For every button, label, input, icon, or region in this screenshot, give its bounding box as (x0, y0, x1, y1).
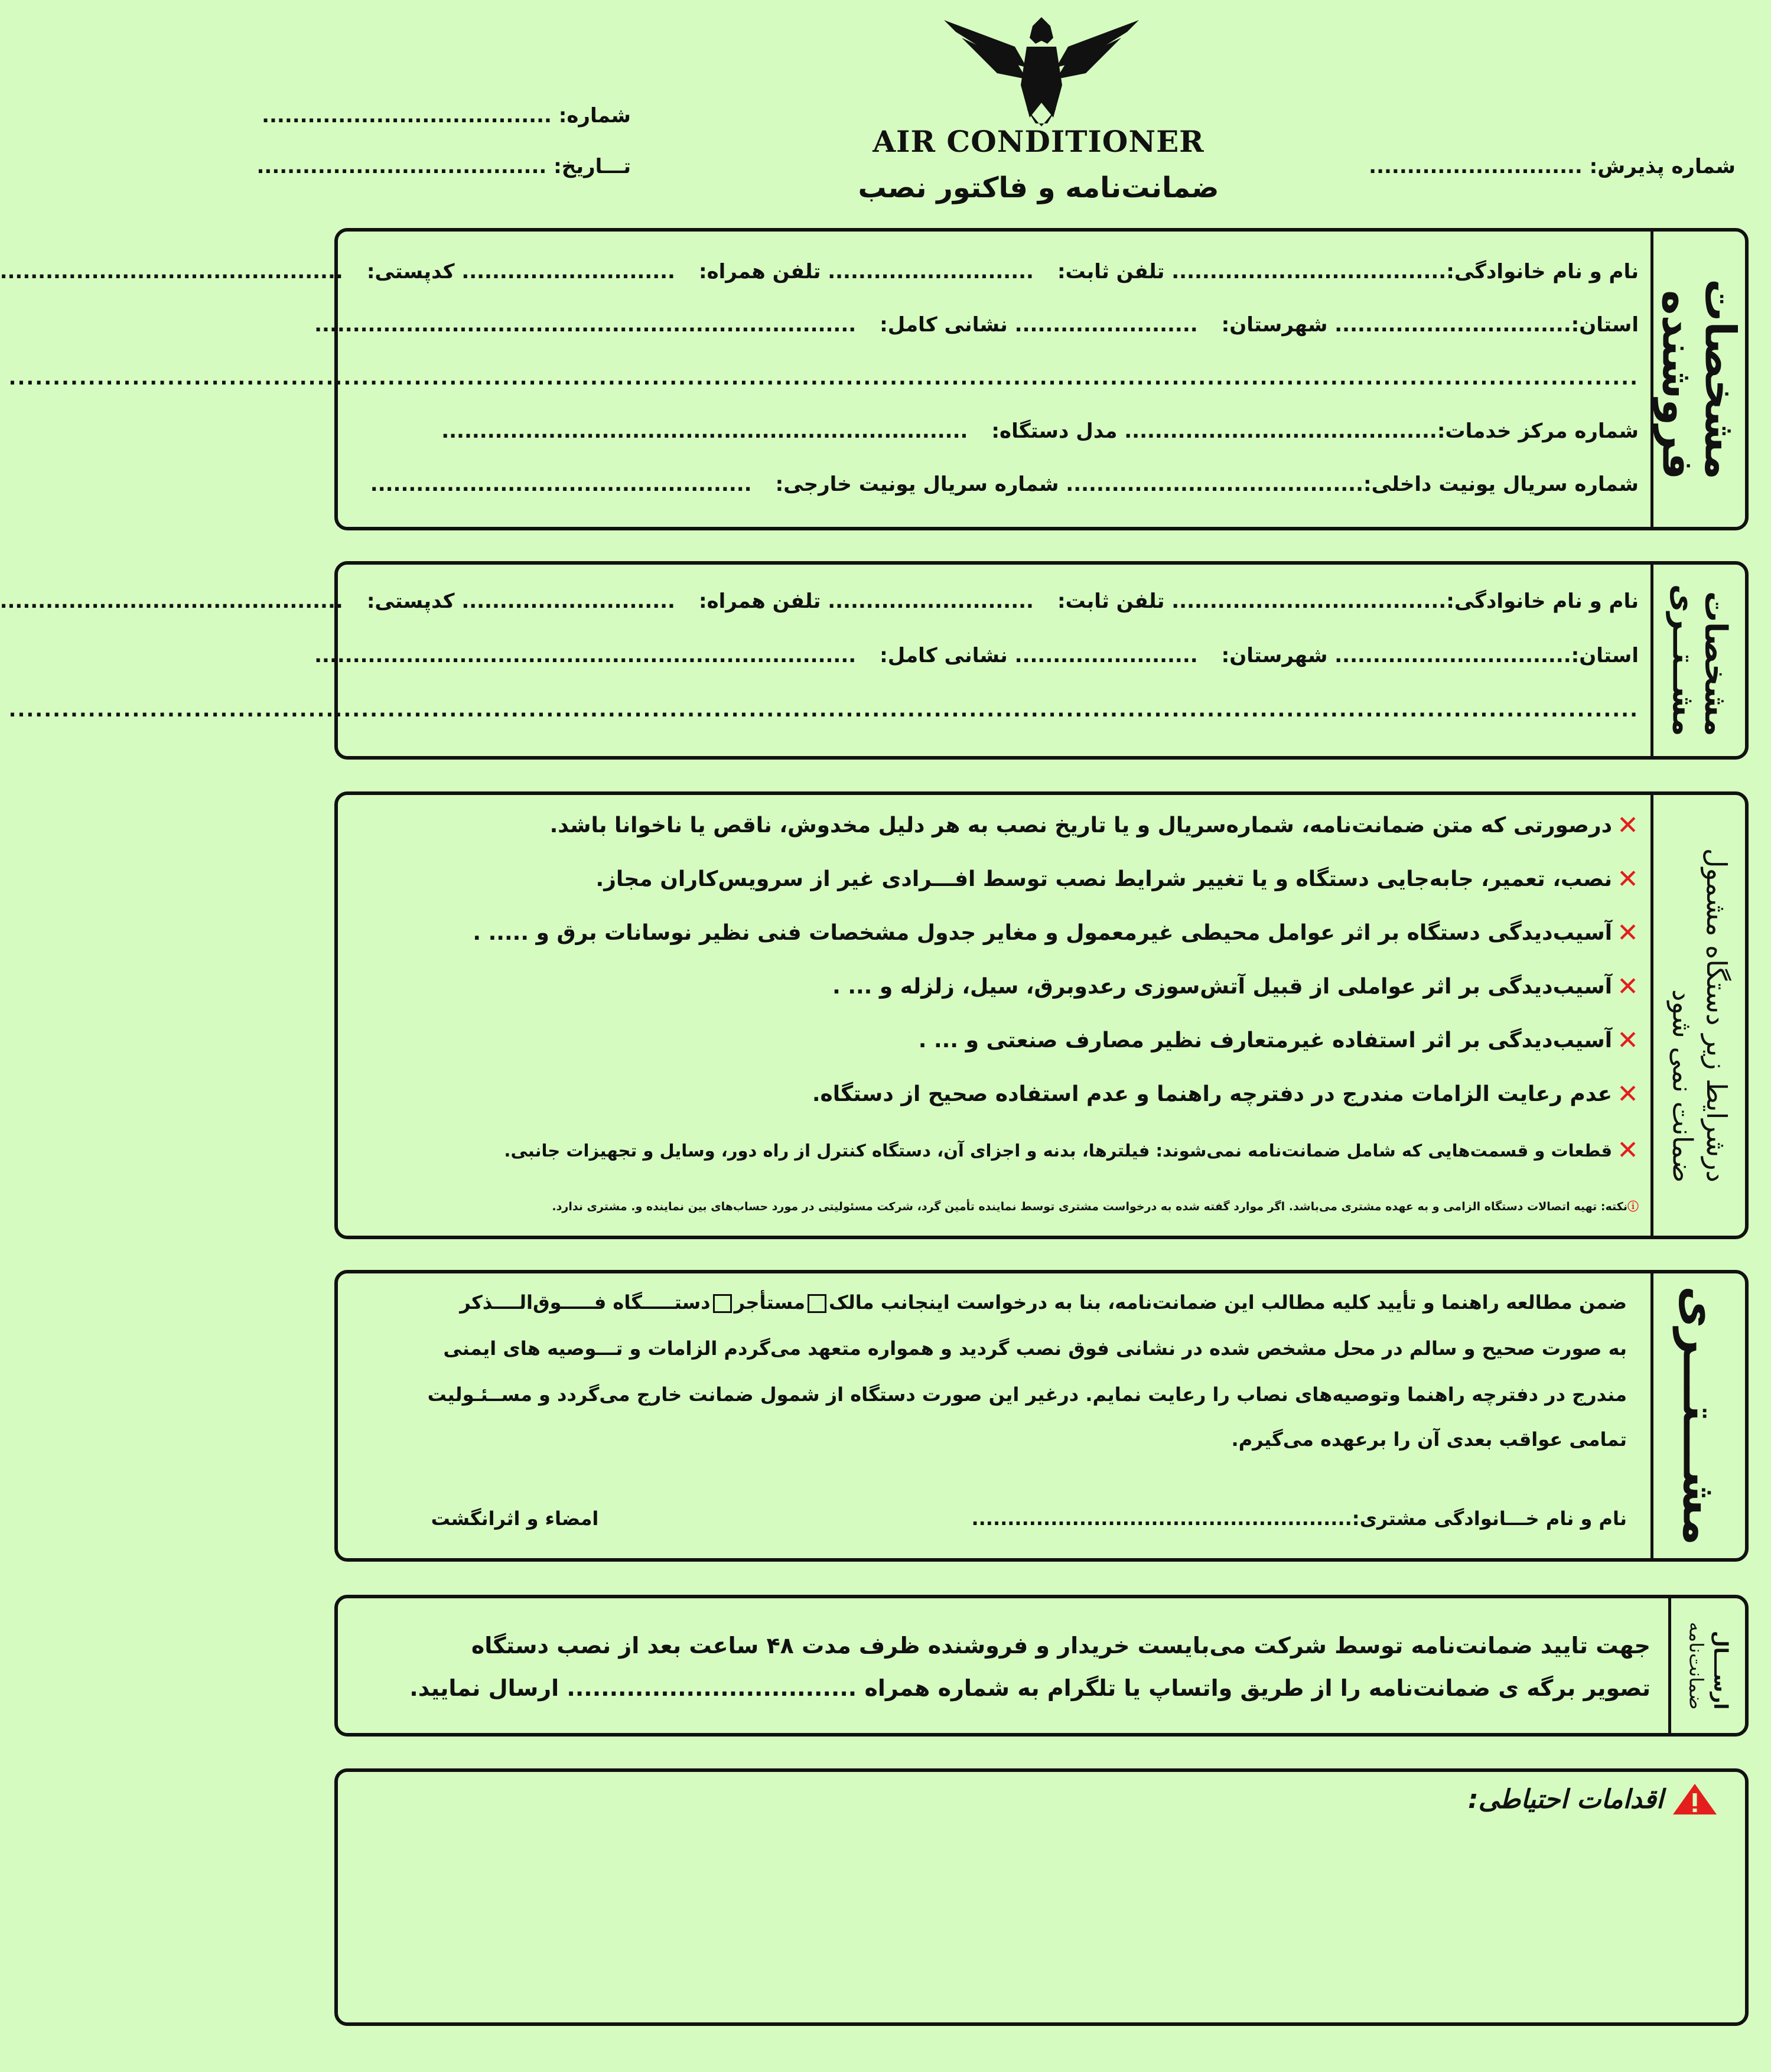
seller-landline-label: تلفن ثابت: (1057, 260, 1165, 284)
customer-landline-label: تلفن ثابت: (1057, 589, 1165, 613)
seller-address-label: نشانی کامل: (880, 313, 1008, 337)
seller-model-field[interactable]: ..................................................................... (441, 419, 968, 443)
exclusion-item (504, 1135, 1639, 1165)
header-date-label: تـــاریخ: (554, 155, 631, 178)
info-icon: ⓘ (1627, 1200, 1639, 1213)
customer-title-2: مشــتــری (1665, 584, 1701, 737)
exclusions-note (552, 1198, 1639, 1214)
document-title: ضمانت‌نامه و فاکتور نصب (858, 171, 1219, 204)
sending-line-2: تصویر برگه ی ضمانت‌نامه را از طریق واتساپ یا تلگرام به شماره همراه .................................. ارسال نمایید. (409, 1675, 1650, 1701)
seller-province-field[interactable]: ............................... (1334, 313, 1571, 337)
exclusions-note-text: نکته: تهیه اتصالات دستگاه الزامی و به عهده مشتری می‌باشد. اگر موارد گفته شده به درخواست مشتری توسط نماینده تأمین گرد، شرکت مسئولیتی در مورد حساب‌های بین نماینده و. مشتری ندارد. (552, 1200, 1627, 1213)
exclusion-item (550, 810, 1639, 840)
send-number-field[interactable]: .................................. (567, 1675, 857, 1701)
header-date-dots: ...................................... (256, 155, 547, 178)
seller-mobile-label: تلفن همراه: (698, 260, 821, 284)
customer-row-3 (8, 698, 1639, 722)
x-mark-icon: ✕ (1617, 972, 1639, 1002)
agreement-signature-row (431, 1507, 1627, 1530)
agreement-section (334, 1270, 1749, 1562)
customer-sign-name-field[interactable]: ..................................................... (971, 1507, 1352, 1530)
customer-mobile-field[interactable]: ............................ (461, 589, 675, 613)
customer-province-field[interactable]: ............................... (1334, 644, 1571, 667)
customer-section (0, 561, 1749, 760)
customer-row-1 (0, 589, 1639, 613)
x-mark-icon: ✕ (1617, 1079, 1639, 1109)
precautions-title: اقدامات احتیاطی: (1468, 1784, 1663, 1814)
header-receipt-field[interactable] (1369, 155, 1736, 178)
exclusion-item (596, 864, 1639, 894)
seller-name-label: نام و نام خانوادگی: (1446, 260, 1639, 284)
header-number-dots: ...................................... (262, 104, 552, 128)
customer-province-label: استان: (1571, 644, 1639, 667)
seller-outdoor-serial-label: شماره سریال یونیت خارجی: (775, 473, 1059, 496)
agreement-line-3: مندرج در دفترچه راهنما وتوصیه‌های نصاب را رعایت نمایم. درغیر این صورت دستگاه از شمول ضمانت خارج می‌گردد و مســئـولیت (427, 1383, 1627, 1406)
customer-postal-field[interactable]: ............................................. (0, 589, 343, 613)
exclusion-item-text: نصب، تعمیر، جابه‌جایی دستگاه و یا تغییر شرایط نصب توسط افـــرادی غیر از سرویس‌کاران مجاز. (595, 867, 1613, 891)
exclusion-item-text: قطعات و قسمت‌هایی که شامل ضمانت‌نامه نمی‌شوند: فیلترها، بدنه و اجزای آن، دستگاه کنترل از راه دور، وسایل و تجهیزات جانبی. (504, 1140, 1613, 1161)
agreement-line-1: ضمن مطالعه راهنما و تأیید کلیه مطالب این ضمانت‌نامه، بنا به درخواست اینجانب مالکمستأجردستـــــگاه فـــــوق‌الــــذکر (460, 1291, 1627, 1314)
customer-section-side (1650, 565, 1745, 756)
seller-outdoor-serial-field[interactable]: .................................................. (370, 473, 752, 496)
seller-postal-field[interactable]: ............................................. (0, 260, 343, 284)
seller-service-center-label: شماره مرکز خدمات: (1437, 419, 1639, 443)
agreement-line-2: به صورت صحیح و سالم در محل مشخص شده در نشانی فوق نصب گردید و همواره متعهد می‌گردم الزامات و تـــوصیه های ایمنی (443, 1337, 1627, 1360)
sending-line-1: جهت تایید ضمانت‌نامه توسط شرکت می‌بایست خریدار و فروشنده ظرف مدت ۴۸ ساعت بعد از نصب دستگاه (471, 1633, 1650, 1659)
exclusion-item-text: آسیب‌دیدگی بر اثر عواملی از قبیل آتش‌سوزی رعدوبرق، سیل، زلزله و ... . (832, 975, 1613, 999)
owner-checkbox[interactable] (808, 1294, 826, 1313)
sending-title-2: ضمانت‌نامه (1685, 1621, 1708, 1710)
seller-row-5 (370, 473, 1639, 496)
header-number-label: شماره: (558, 104, 631, 128)
eagle-logo (944, 14, 1139, 126)
seller-address-field-continued[interactable]: ......................................................................................................................................................................................... (8, 366, 1639, 390)
header-number-field[interactable] (262, 104, 631, 128)
x-mark-icon: ✕ (1617, 864, 1639, 894)
exclusion-item (473, 918, 1639, 948)
x-mark-icon: ✕ (1617, 810, 1639, 840)
sending-section (334, 1595, 1749, 1737)
header-receipt-dots: ............................ (1369, 155, 1583, 178)
seller-row-4 (441, 419, 1639, 443)
customer-sign-name-label: نام و نام خـــانوادگی مشتری: (1352, 1507, 1627, 1530)
sending-section-side (1668, 1598, 1745, 1733)
exclusion-item-text: آسیب‌دیدگی دستگاه بر اثر عوامل محیطی غیرمعمول و مغایر جدول مشخصات فنی نظیر نوسانات برق و ..... . (473, 921, 1613, 945)
precautions-section (334, 1768, 1749, 2026)
exclusions-section-side (1650, 795, 1745, 1236)
exclusion-item (919, 1025, 1639, 1055)
signature-label: امضاء و اثرانگشت (431, 1507, 599, 1530)
exclusion-item-text: درصورتی که متن ضمانت‌نامه، شماره‌سریال و یا تاریخ نصب به هر دلیل مخدوش، ناقص یا ناخوانا باشد. (549, 813, 1613, 838)
seller-section (0, 228, 1749, 530)
customer-name-field[interactable]: .................................... (1171, 589, 1447, 613)
warning-triangle-icon (1672, 1783, 1718, 1816)
agreement-line-4: تمامی عواقب بعدی آن را برعهده می‌گیرم. (1231, 1428, 1627, 1451)
precautions-heading (1468, 1783, 1718, 1816)
exclusion-item-text: عدم رعایت الزامات مندرج در دفترچه راهنما و عدم استفاده صحیح از دستگاه. (812, 1082, 1613, 1106)
exclusion-item (812, 1079, 1639, 1109)
seller-city-label: شهرستان: (1221, 313, 1328, 337)
customer-postal-label: کدپستی: (366, 589, 455, 613)
header-date-field[interactable] (256, 155, 631, 178)
customer-address-field[interactable]: ....................................................................... (314, 644, 857, 667)
seller-section-side (1650, 232, 1745, 527)
seller-service-center-field[interactable]: ......................................... (1124, 419, 1437, 443)
header-receipt-label: شماره پذیرش: (1589, 155, 1736, 178)
seller-name-field[interactable]: .................................... (1171, 260, 1447, 284)
exclusions-section (334, 791, 1749, 1239)
seller-row-2 (314, 313, 1639, 337)
seller-row-3 (8, 366, 1639, 390)
seller-province-label: استان: (1571, 313, 1639, 337)
customer-city-label: شهرستان: (1221, 644, 1328, 667)
exclusions-title-1: درشرایط زیر دستگاه مشمول (1701, 848, 1733, 1182)
exclusions-title-2: ضمانت نمی شود (1666, 989, 1699, 1182)
customer-mobile-label: تلفن همراه: (698, 589, 821, 613)
brand-title: AIR CONDITIONER (873, 124, 1204, 159)
seller-indoor-serial-field[interactable]: ....................................... (1066, 473, 1364, 496)
customer-address-label: نشانی کامل: (880, 644, 1008, 667)
seller-indoor-serial-label: شماره سریال یونیت داخلی: (1363, 473, 1639, 496)
seller-row-1 (0, 260, 1639, 284)
exclusion-item (832, 972, 1639, 1002)
customer-name-label: نام و نام خانوادگی: (1446, 589, 1639, 613)
sending-title-1: ارســـال (1710, 1630, 1733, 1710)
tenant-checkbox[interactable] (713, 1294, 732, 1313)
seller-title-1: مشخصات (1695, 278, 1746, 480)
seller-address-field[interactable]: ....................................................................... (314, 313, 857, 337)
seller-postal-label: کدپستی: (366, 260, 455, 284)
seller-city-field[interactable]: ........................ (1014, 313, 1198, 337)
seller-title-2: فروشنده (1653, 290, 1703, 480)
x-mark-icon: ✕ (1617, 1025, 1639, 1055)
customer-address-field-continued[interactable]: ......................................................................................................................................................................................... (8, 698, 1639, 722)
seller-model-label: مدل دستگاه: (991, 419, 1118, 443)
x-mark-icon: ✕ (1617, 1135, 1639, 1165)
seller-mobile-field[interactable]: ............................ (461, 260, 675, 284)
customer-city-field[interactable]: ........................ (1014, 644, 1198, 667)
customer-landline-field[interactable]: ........................... (828, 589, 1034, 613)
agreement-section-side (1650, 1273, 1745, 1558)
seller-landline-field[interactable]: ........................... (828, 260, 1034, 284)
customer-row-2 (314, 644, 1639, 667)
x-mark-icon: ✕ (1617, 918, 1639, 948)
agreement-title: مشـــتـــری (1672, 1286, 1726, 1546)
customer-title-1: مشخصات (1698, 591, 1734, 737)
exclusion-item-text: آسیب‌دیدگی بر اثر استفاده غیرمتعارف نظیر مصارف صنعتی و ... . (918, 1028, 1613, 1053)
